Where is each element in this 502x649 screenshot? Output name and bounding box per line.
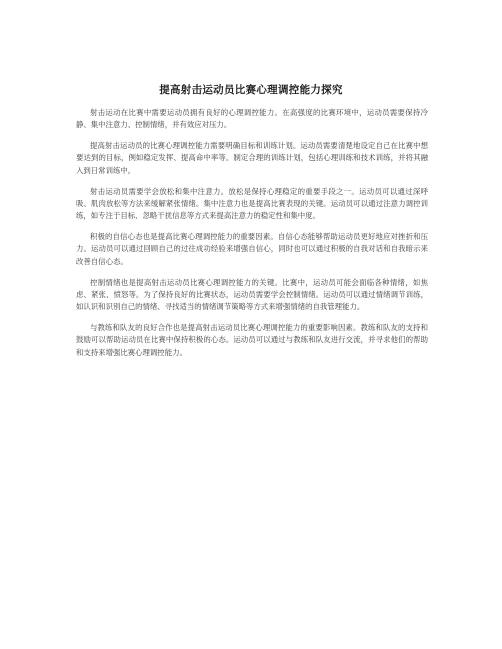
document-body — [76, 107, 428, 368]
paragraph: 射击运动员需要学会放松和集中注意力。放松是保持心理稳定的重要手段之一。运动员可以通过深呼吸、肌肉放松等方法来缓解紧张情绪。集中注意力也是提高比赛表现的关键。运动员可以通过注意力调控训练，如专注于目标、忽略干扰信息等方式来提高注意力的稳定性和集中度。 — [76, 186, 428, 221]
document-title: 提高射击运动员比赛心理调控能力探究 — [159, 84, 343, 96]
paragraph: 积极的自信心态也是提高比赛心理调控能力的重要因素。自信心态能够帮助运动员更好地应对挫折和压力。运动员可以通过回顾自己的过往成功经验来增强自信心，同时也可以通过积极的自我对话和自我暗示来改善自信心态。 — [76, 232, 428, 266]
paragraph: 射击运动在比赛中需要运动员拥有良好的心理调控能力。在高强度的比赛环境中，运动员需要保持冷静、集中注意力、控制情绪，并有效应对压力。 — [76, 108, 428, 130]
paragraph: 与教练和队友的良好合作也是提高射击运动员比赛心理调控能力的重要影响因素。教练和队友的支持和鼓励可以帮助运动员在比赛中保持积极的心态。运动员可以通过与教练和队友进行交流，并寻求他们的帮助和支持来增强比赛心理调控能力。 — [76, 323, 428, 357]
paragraph: 控制情绪也是提高射击运动员比赛心理调控能力的关键。比赛中，运动员可能会面临各种情绪，如焦虑、紧张、愤怒等。为了保持良好的比赛状态，运动员需要学会控制情绪。运动员可以通过情绪调节训练，如认识和识别自己的情绪、寻找适当的情绪调节策略等方式来增强情绪的自我管理能力。 — [76, 277, 428, 312]
paragraph: 提高射击运动员的比赛心理调控能力需要明确目标和训练计划。运动员需要清楚地设定自己在比赛中想要达到的目标，例如稳定发挥、提高命中率等。制定合理的训练计划，包括心理训练和技术训练，并将其融入到日常训练中。 — [76, 141, 428, 175]
